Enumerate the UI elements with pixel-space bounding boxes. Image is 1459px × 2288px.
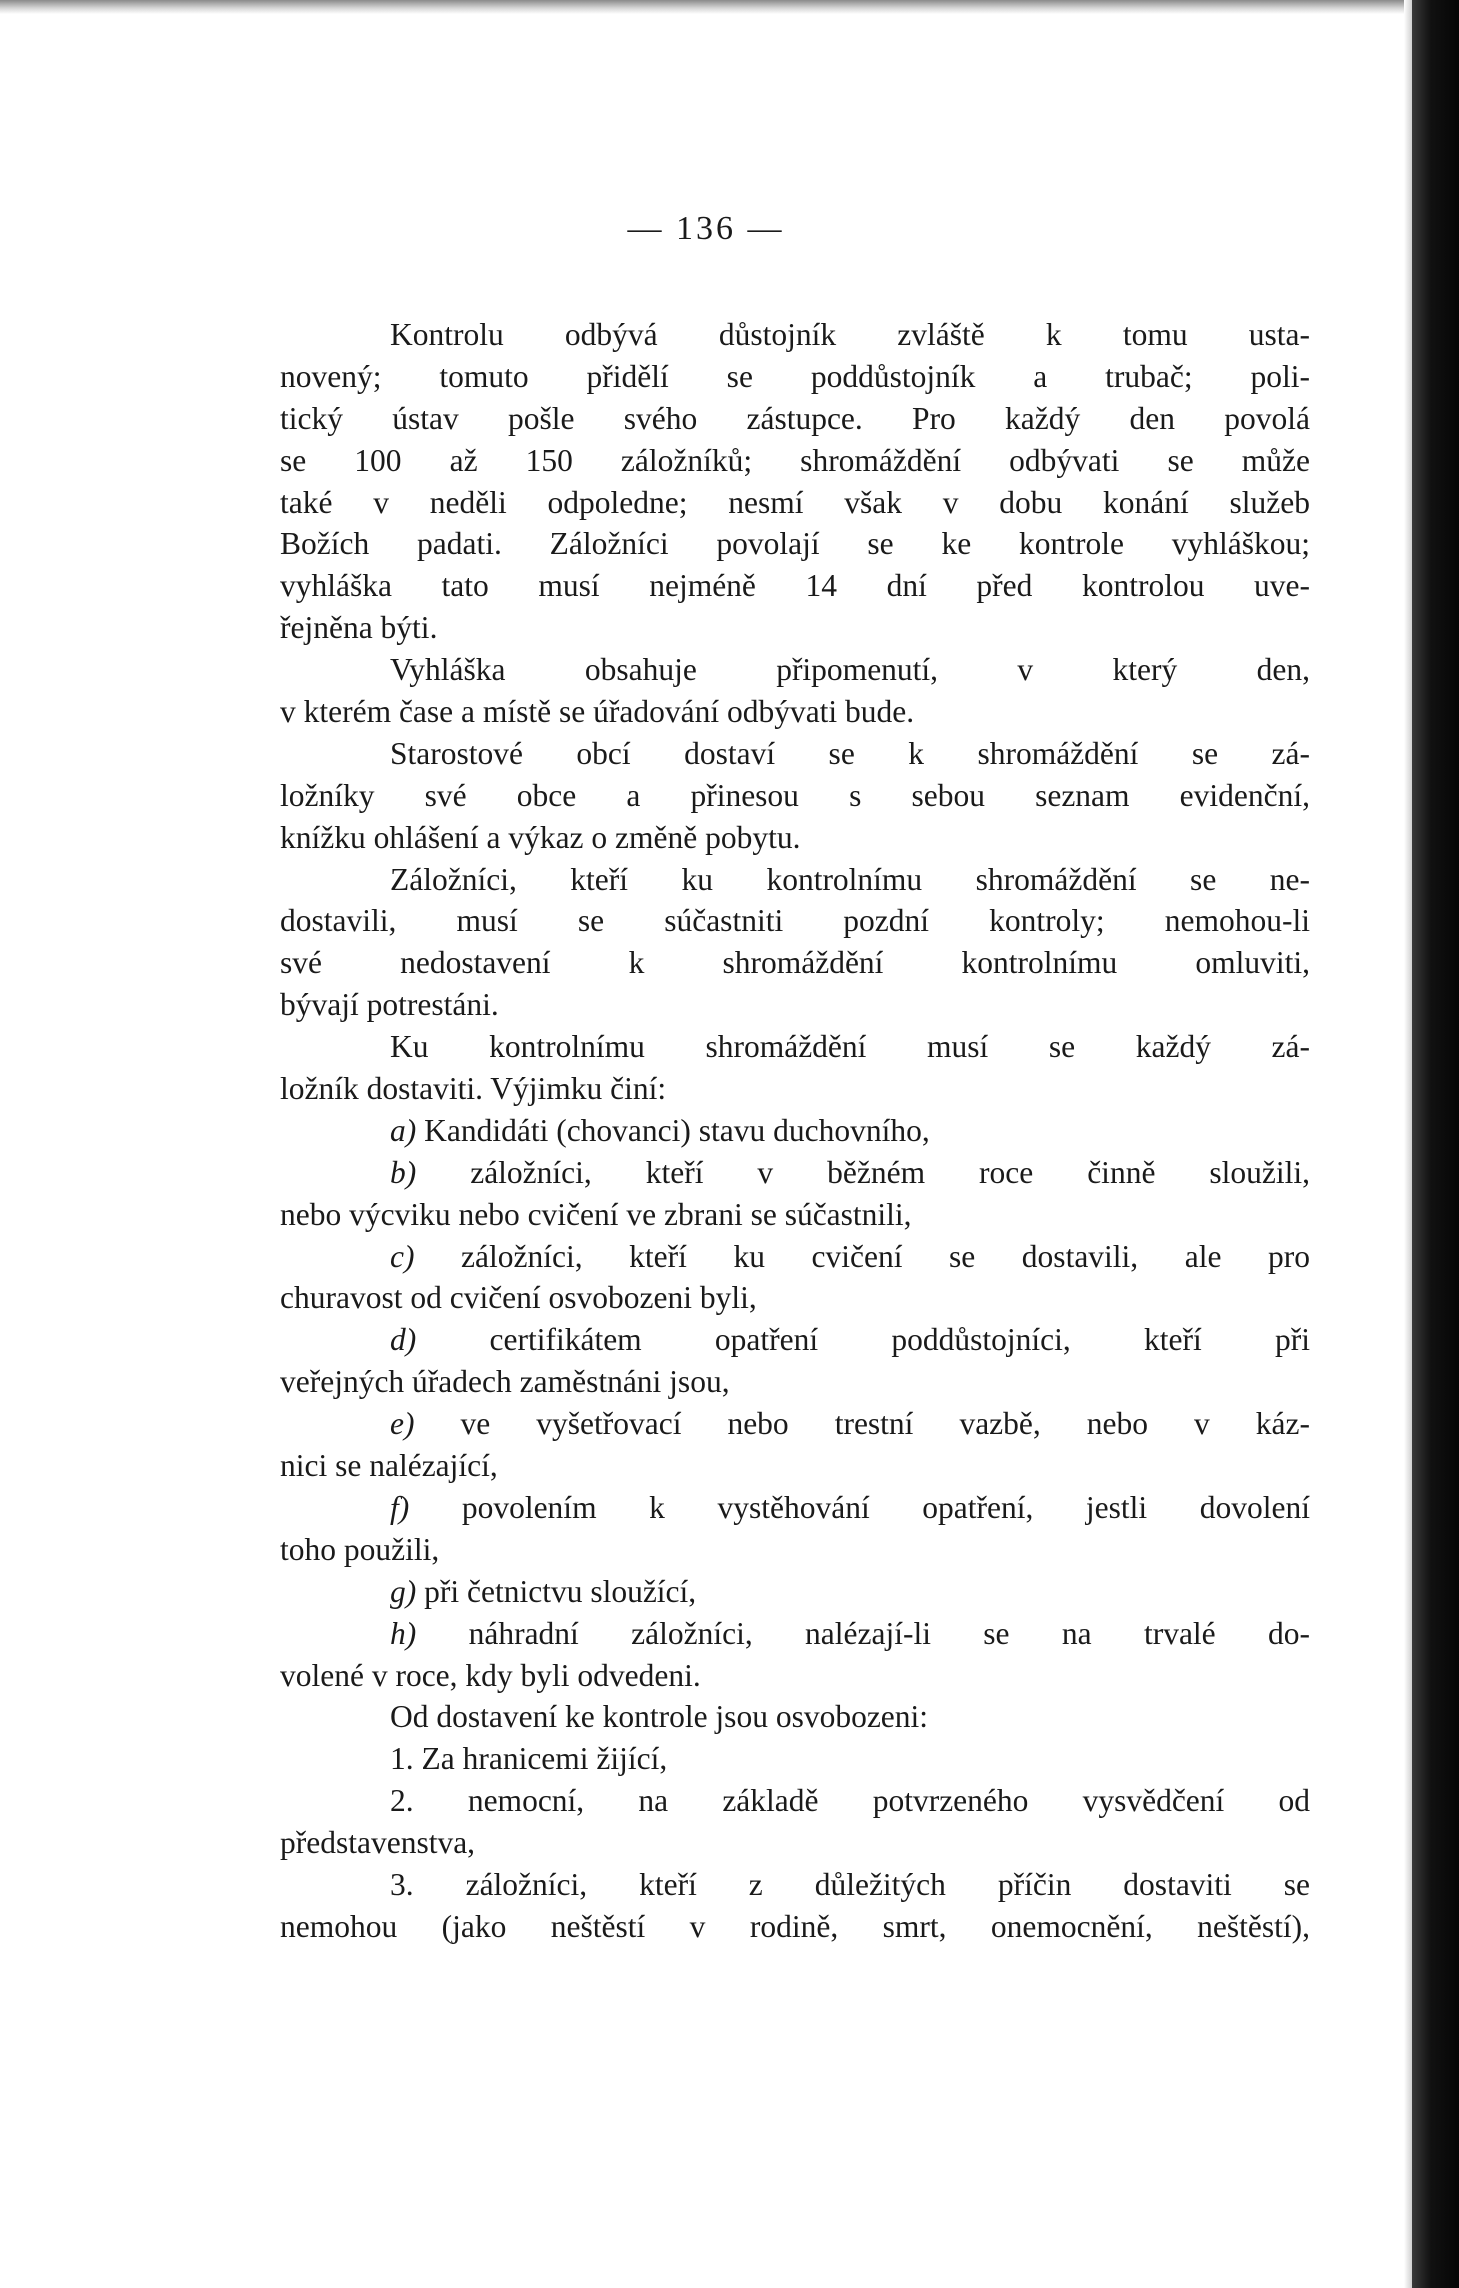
line-text: nebo výcviku nebo cvičení ve zbrani se súčastnili, bbox=[280, 1196, 912, 1232]
text-line bbox=[280, 1529, 1310, 1571]
text-line bbox=[280, 1655, 1310, 1697]
text-line bbox=[280, 1780, 1310, 1822]
text-line bbox=[280, 1068, 1310, 1110]
line-text: Záložníci, kteří ku kontrolnímu shromáždění se ne- bbox=[390, 861, 1310, 897]
scan-top-shadow bbox=[0, 0, 1412, 14]
list-item-line bbox=[280, 1403, 1310, 1445]
line-text: nemohou (jako neštěstí v rodině, smrt, onemocnění, neštěstí), bbox=[280, 1908, 1310, 1944]
text-line bbox=[280, 1696, 1310, 1738]
line-text: ložník dostaviti. Výjimku činí: bbox=[280, 1071, 667, 1107]
line-text: veřejných úřadech zaměstnáni jsou, bbox=[280, 1364, 730, 1400]
list-item-label: a) bbox=[390, 1112, 417, 1148]
list-item-line bbox=[280, 1319, 1310, 1361]
line-text: knížku ohlášení a výkaz o změně pobytu. bbox=[280, 819, 801, 855]
text-line bbox=[280, 691, 1310, 733]
text-line bbox=[280, 565, 1310, 607]
line-text: Ku kontrolnímu shromáždění musí se každý zá- bbox=[390, 1029, 1310, 1065]
list-item-line bbox=[280, 1236, 1310, 1278]
text-line bbox=[280, 775, 1310, 817]
line-text: představenstva, bbox=[280, 1825, 476, 1861]
list-item-line bbox=[280, 1152, 1310, 1194]
line-text: 2. nemocní, na základě potvrzeného vysvědčení od bbox=[390, 1783, 1310, 1819]
line-text: řejněna býti. bbox=[280, 610, 438, 646]
text-line bbox=[280, 482, 1310, 524]
line-text: ložníky své obce a přinesou s sebou seznam evidenční, bbox=[280, 777, 1310, 813]
line-text: záložníci, kteří v běžném roce činně sloužili, bbox=[470, 1154, 1311, 1190]
list-item-label: e) bbox=[390, 1406, 415, 1442]
text-line bbox=[280, 1445, 1310, 1487]
list-item-line bbox=[280, 1613, 1310, 1655]
line-text: Od dostavení ke kontrole jsou osvobozeni: bbox=[390, 1699, 929, 1735]
line-text: v kterém čase a místě se úřadování odbývati bude. bbox=[280, 694, 915, 730]
line-text: 1. Za hranicemi žijící, bbox=[390, 1741, 668, 1777]
line-text: bývají potrestáni. bbox=[280, 987, 499, 1023]
line-text: náhradní záložníci, nalézají-li se na trvalé do- bbox=[468, 1615, 1310, 1651]
text-line bbox=[280, 1277, 1310, 1319]
line-text: nici se nalézající, bbox=[280, 1448, 498, 1484]
line-text: dostavili, musí se súčastniti pozdní kontroly; nemohou-li bbox=[280, 903, 1310, 939]
page-body-text bbox=[280, 314, 1310, 1948]
list-item-label: d) bbox=[390, 1322, 417, 1358]
line-text: certifikátem opatření poddůstojníci, kteří při bbox=[489, 1322, 1310, 1358]
text-line bbox=[280, 817, 1310, 859]
line-text: Starostové obcí dostaví se k shromáždění se zá- bbox=[390, 735, 1310, 771]
list-item-line bbox=[280, 1487, 1310, 1529]
line-text: toho použili, bbox=[280, 1531, 440, 1567]
line-text: záložníci, kteří ku cvičení se dostavili, ale pro bbox=[461, 1238, 1310, 1274]
text-line bbox=[280, 440, 1310, 482]
text-line bbox=[280, 1026, 1310, 1068]
line-text: novený; tomuto přidělí se poddůstojník a trubač; poli- bbox=[280, 358, 1310, 394]
scan-edge-highlight bbox=[1404, 0, 1412, 2288]
scan-right-edge bbox=[1412, 0, 1459, 2288]
text-line bbox=[280, 1194, 1310, 1236]
line-text: se 100 až 150 záložníků; shromáždění odbývati se může bbox=[280, 442, 1310, 478]
text-line bbox=[280, 314, 1310, 356]
text-line bbox=[280, 942, 1310, 984]
line-text: vyhláška tato musí nejméně 14 dní před kontrolou uve- bbox=[280, 568, 1310, 604]
line-text: tický ústav pošle svého zástupce. Pro každý den povolá bbox=[280, 400, 1310, 436]
list-item-label: g) bbox=[390, 1573, 417, 1609]
text-line bbox=[280, 523, 1310, 565]
line-text: Božích padati. Záložníci povolají se ke kontrole vyhláškou; bbox=[280, 526, 1310, 562]
text-line bbox=[280, 649, 1310, 691]
line-text: volené v roce, kdy byli odvedeni. bbox=[280, 1657, 701, 1693]
text-line bbox=[280, 1738, 1310, 1780]
text-line bbox=[280, 356, 1310, 398]
line-text: churavost od cvičení osvobozeni byli, bbox=[280, 1280, 757, 1316]
text-line bbox=[280, 607, 1310, 649]
list-item-line bbox=[280, 1571, 1310, 1613]
text-line bbox=[280, 859, 1310, 901]
text-line bbox=[280, 733, 1310, 775]
text-line bbox=[280, 1906, 1310, 1948]
line-text: povolením k vystěhování opatření, jestli dovolení bbox=[461, 1489, 1310, 1525]
list-item-label: f) bbox=[390, 1489, 410, 1525]
text-line bbox=[280, 1822, 1310, 1864]
text-line bbox=[280, 900, 1310, 942]
line-text: 3. záložníci, kteří z důležitých příčin dostaviti se bbox=[390, 1866, 1310, 1902]
line-text: ve vyšetřovací nebo trestní vazbě, nebo v káz- bbox=[460, 1406, 1310, 1442]
text-line bbox=[280, 398, 1310, 440]
line-text: při četnictvu sloužící, bbox=[424, 1573, 697, 1609]
text-line bbox=[280, 1864, 1310, 1906]
list-item-line bbox=[280, 1110, 1310, 1152]
line-text: Kandidáti (chovanci) stavu duchovního, bbox=[424, 1112, 930, 1148]
list-item-label: b) bbox=[390, 1154, 417, 1190]
text-line bbox=[280, 984, 1310, 1026]
line-text: Vyhláška obsahuje připomenutí, v který den, bbox=[390, 652, 1310, 688]
line-text: Kontrolu odbývá důstojník zvláště k tomu usta- bbox=[390, 317, 1310, 352]
line-text: také v neděli odpoledne; nesmí však v dobu konání služeb bbox=[280, 484, 1310, 520]
list-item-label: c) bbox=[390, 1238, 415, 1274]
list-item-label: h) bbox=[390, 1615, 417, 1651]
line-text: své nedostavení k shromáždění kontrolnímu omluviti, bbox=[280, 945, 1310, 981]
text-line bbox=[280, 1361, 1310, 1403]
page-number: — 136 — bbox=[627, 210, 785, 247]
